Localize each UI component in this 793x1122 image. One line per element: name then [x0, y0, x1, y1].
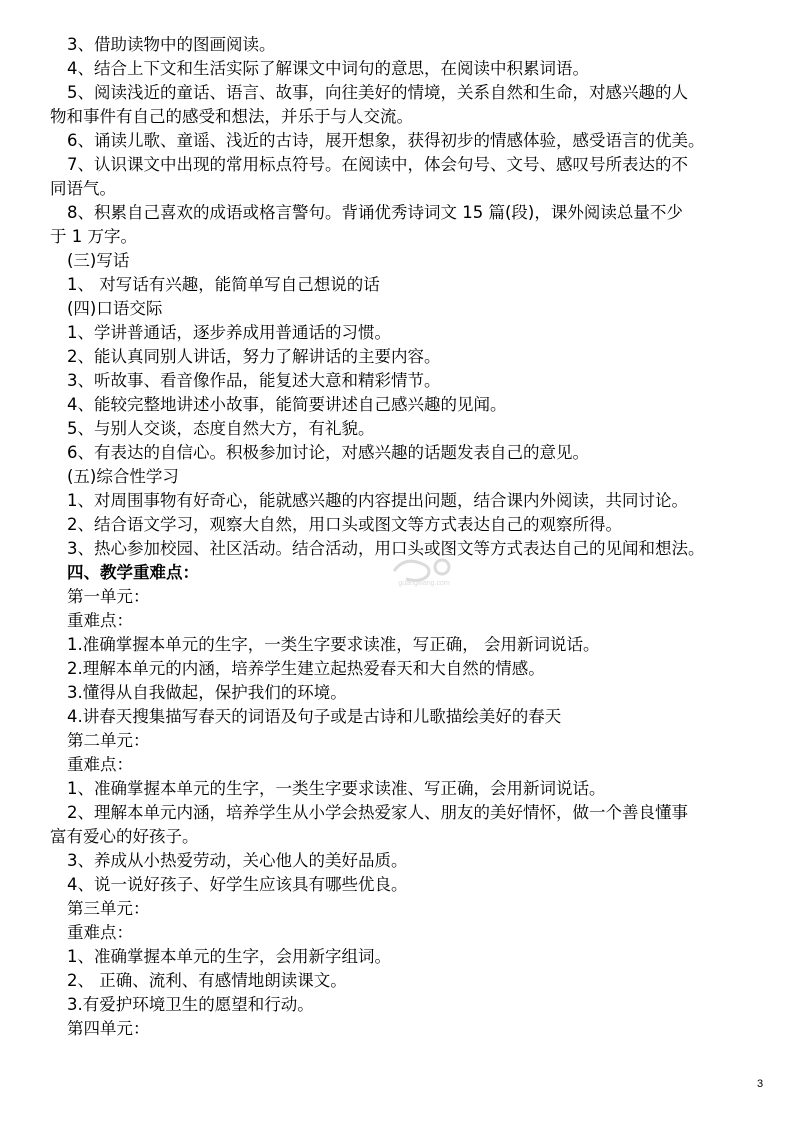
chapter-heading: 四、教学重难点： — [67, 563, 199, 582]
text-line: 4.讲春天搜集描写春天的词语及句子或是古诗和儿歌描绘美好的春天 — [67, 707, 562, 726]
text-line: 4、说一说好孩子、好学生应该具有哪些优良。 — [67, 875, 408, 894]
text-line: 8、积累自己喜欢的成语或格言警句。背诵优秀诗词文 15 篇(段)，课外阅读总量不少 — [67, 203, 683, 222]
text-line-continuation: 物和事件有自己的感受和想法，并乐于与人交流。 — [50, 107, 413, 126]
section-heading: (四)口语交际 — [67, 299, 163, 318]
text-line-continuation: 于 1 万字。 — [50, 227, 137, 246]
watermark-text: guangwang.com — [398, 580, 450, 587]
section-heading: (五)综合性学习 — [67, 467, 179, 486]
subheading: 重难点： — [67, 611, 133, 630]
text-line: 3、热心参加校园、社区活动。结合活动，用口头或图文等方式表达自己的见闻和想法。 — [67, 539, 705, 558]
text-line: 1、准确掌握本单元的生字，会用新字组词。 — [67, 947, 391, 966]
text-line: 4、能较完整地讲述小故事，能简要讲述自己感兴趣的见闻。 — [67, 395, 507, 414]
unit-title: 第二单元： — [67, 731, 150, 750]
text-line: 2、能认真同别人讲话，努力了解讲话的主要内容。 — [67, 347, 441, 366]
text-line: 2、结合语文学习，观察大自然，用口头或图文等方式表达自己的观察所得。 — [67, 515, 622, 534]
page-number: 3 — [757, 1078, 764, 1090]
unit-title: 第三单元： — [67, 899, 150, 918]
subheading: 重难点： — [67, 923, 133, 942]
text-line-continuation: 同语气。 — [50, 179, 116, 198]
text-line: 2、理解本单元内涵，培养学生从小学会热爱家人、朋友的美好情怀，做一个善良懂事 — [67, 803, 688, 822]
text-line: 1.准确掌握本单元的生字，一类生字要求读准，写正确， 会用新词说话。 — [67, 635, 600, 654]
text-line: 3.有爱护环境卫生的愿望和行动。 — [67, 995, 314, 1014]
unit-title: 第一单元： — [67, 587, 150, 606]
text-line: 7、认识课文中出现的常用标点符号。在阅读中，体会句号、文号、感叹号所表达的不 — [67, 155, 688, 174]
text-line: 1、对周围事物有好奇心，能就感兴趣的内容提出问题，结合课内外阅读，共同讨论。 — [67, 491, 688, 510]
text-line-continuation: 富有爱心的好孩子。 — [50, 827, 199, 846]
unit-title: 第四单元： — [67, 1019, 150, 1038]
text-line: 2、 正确、流利、有感情地朗读课文。 — [67, 971, 347, 990]
text-line: 3、养成从小热爱劳动，关心他人的美好品质。 — [67, 851, 408, 870]
text-line: 1、 对写话有兴趣，能简单写自己想说的话 — [67, 275, 380, 294]
text-line: 6、有表达的自信心。积极参加讨论，对感兴趣的话题发表自己的意见。 — [67, 443, 589, 462]
text-line: 1、准确掌握本单元的生字，一类生字要求读准、写正确，会用新词说话。 — [67, 779, 606, 798]
text-line: 2.理解本单元的内涵，培养学生建立起热爱春天和大自然的情感。 — [67, 659, 545, 678]
text-line: 3.懂得从自我做起，保护我们的环境。 — [67, 683, 347, 702]
text-line: 1、学讲普通话，逐步养成用普通话的习惯。 — [67, 323, 391, 342]
subheading: 重难点： — [67, 755, 133, 774]
document-body — [50, 33, 767, 1041]
text-line: 4、结合上下文和生活实际了解课文中词句的意思，在阅读中积累词语。 — [67, 59, 589, 78]
text-line: 3、听故事、看音像作品，能复述大意和精彩情节。 — [67, 371, 441, 390]
text-line: 6、诵读儿歌、童谣、浅近的古诗，展开想象，获得初步的情感体验，感受语言的优美。 — [67, 131, 705, 150]
text-line: 5、阅读浅近的童话、语言、故事，向往美好的情境，关系自然和生命，对感兴趣的人 — [67, 83, 688, 102]
text-line: 5、与别人交谈，态度自然大方，有礼貌。 — [67, 419, 375, 438]
section-heading: (三)写话 — [67, 251, 130, 270]
text-line: 3、借助读物中的图画阅读。 — [67, 35, 276, 54]
